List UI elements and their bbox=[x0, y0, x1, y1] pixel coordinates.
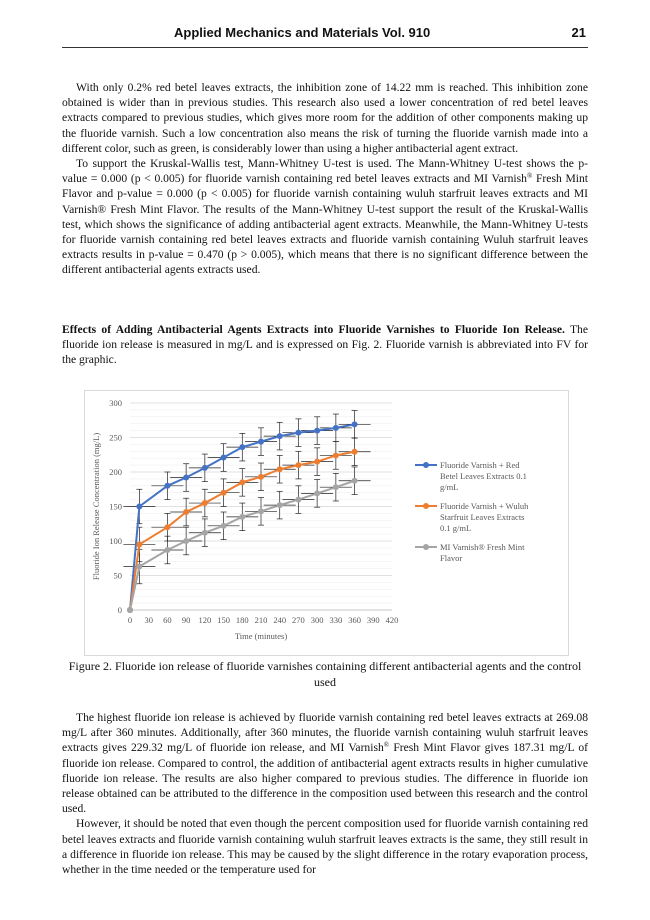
results-text-1: The highest fluoride ion release is achieved by fluoride varnish containing red betel leaves extracts at 269.08 mg/L after 360 minutes. Additionally, after 360 minutes, the fluoride varnish containing wuluh starfruit leaves extracts gives 229.32 mg/L of fluoride ion release, and MI Varnish bbox=[62, 711, 588, 755]
y-tick-label: 200 bbox=[109, 467, 122, 477]
data-point bbox=[295, 497, 301, 503]
x-tick-label: 60 bbox=[163, 615, 172, 625]
data-point bbox=[239, 444, 245, 450]
data-point bbox=[333, 452, 339, 458]
legend-entry: Fluoride Varnish + Wuluh bbox=[440, 501, 529, 511]
data-point bbox=[314, 459, 320, 465]
registered-mark: ® bbox=[383, 741, 390, 750]
y-axis-title: Fluoride Ion Release Concentration (mg/L) bbox=[91, 432, 101, 581]
section-body bbox=[62, 322, 588, 368]
series-line-3 bbox=[130, 481, 355, 610]
data-point bbox=[277, 433, 283, 439]
fluoride-release-chart bbox=[85, 391, 568, 655]
data-point bbox=[352, 478, 358, 484]
y-tick-label: 300 bbox=[109, 398, 122, 408]
section-text: The fluoride ion release is measured in mg/L and is expressed on Fig. 2. Fluoride varnish is abbreviated into FV for the graphic. bbox=[62, 323, 588, 367]
figure-caption: Figure 2. Fluoride ion release of fluoride varnishes containing different antibacterial agents and the control used bbox=[68, 659, 582, 689]
data-point bbox=[202, 465, 208, 471]
x-tick-label: 180 bbox=[235, 615, 249, 625]
data-point bbox=[136, 564, 142, 570]
x-tick-label: 30 bbox=[144, 615, 153, 625]
x-tick-label: 420 bbox=[385, 615, 399, 625]
data-point bbox=[352, 421, 358, 427]
y-tick-label: 250 bbox=[109, 432, 122, 443]
data-point bbox=[295, 462, 301, 468]
body-text-bottom bbox=[62, 710, 588, 877]
section-heading: Effects of Adding Antibacterial Agents Extracts into Fluoride Varnishes to Fluoride Ion Release. bbox=[62, 323, 565, 336]
legend-entry: Betel Leaves Extracts 0.1 bbox=[440, 471, 527, 481]
mw-text-2: Fresh Mint Flavor and p-value = 0.000 (p < 0.005) for fluoride varnish containing wuluh starfruit leaves extracts and MI Varnish® Fresh Mint Flavor. The results of the Mann-Whitney U-test support the result of the Kruskal-Wallis test, which shows the significance of adding antibacterial agent extracts. Meanwhile, the Mann-Whitney U-tests for fluoride varnish containing red betel leaves extracts and fluoride varnish containing Wuluh starfruit leaves extracts results in p-value = 0.470 (p > 0.005), which means that there is no significant difference between the different antibacterial agents extracts used. bbox=[62, 172, 589, 277]
data-point bbox=[127, 607, 133, 613]
journal-title: Applied Mechanics and Materials Vol. 910 bbox=[174, 25, 431, 40]
paragraph-inhibition: With only 0.2% red betel leaves extracts, the inhibition zone of 14.22 mm is reached. This inhibition zone obtained is wider than in previous studies. This research also used a lower concentration of red betel leaves extracts compared to previous studies, which gives more room for the addition of other components making up the fluoride varnish. Such a low concentration also means the risk of turning the fluoride varnish made into a different color, such as green, is considerably lower than using a higher antibacterial agent extract. bbox=[62, 81, 588, 155]
data-point bbox=[136, 504, 142, 510]
legend-entry: 0.1 g/mL bbox=[440, 523, 472, 533]
x-tick-label: 90 bbox=[181, 615, 191, 625]
data-point bbox=[239, 514, 245, 520]
section-paragraph bbox=[62, 322, 588, 368]
y-tick-label: 0 bbox=[117, 605, 122, 615]
data-point bbox=[352, 449, 358, 455]
data-point bbox=[314, 428, 320, 434]
data-point bbox=[183, 475, 189, 481]
data-point bbox=[221, 523, 227, 529]
legend-marker bbox=[423, 503, 429, 509]
legend-entry: g/mL bbox=[440, 482, 459, 492]
data-point bbox=[202, 530, 208, 536]
paragraph-mann-whitney bbox=[62, 156, 588, 278]
data-point bbox=[221, 490, 227, 496]
data-point bbox=[333, 425, 339, 431]
data-point bbox=[136, 541, 142, 547]
header-rule bbox=[62, 47, 588, 48]
legend-marker bbox=[423, 544, 429, 550]
data-point bbox=[258, 439, 264, 445]
legend-entry: Flavor bbox=[440, 553, 463, 563]
x-tick-label: 0 bbox=[127, 615, 133, 625]
data-point bbox=[202, 500, 208, 506]
data-point bbox=[164, 547, 170, 553]
data-point bbox=[258, 508, 264, 514]
data-point bbox=[164, 483, 170, 489]
legend-entry: Starfruit Leaves Extracts bbox=[440, 512, 525, 522]
data-point bbox=[164, 524, 170, 530]
x-tick-label: 120 bbox=[198, 615, 212, 625]
registered-mark: ® bbox=[526, 172, 533, 181]
x-tick-label: 360 bbox=[348, 615, 361, 625]
data-point bbox=[183, 538, 189, 544]
data-point bbox=[295, 430, 301, 436]
x-tick-label: 330 bbox=[329, 615, 343, 625]
paragraph-results bbox=[62, 710, 588, 816]
legend-entry: Fluoride Varnish + Red bbox=[440, 460, 520, 470]
y-tick-label: 50 bbox=[113, 570, 122, 581]
x-tick-label: 300 bbox=[310, 615, 324, 625]
y-tick-label: 100 bbox=[109, 536, 122, 546]
mw-text-1: To support the Kruskal-Wallis test, Mann-Whitney U-test is used. The Mann-Whitney U-test shows the p-value = 0.000 (p < 0.005) for fluoride varnish containing red betel leaves extracts and MI Varnish bbox=[62, 157, 588, 186]
x-tick-label: 390 bbox=[366, 615, 380, 625]
legend-marker bbox=[423, 462, 429, 468]
x-tick-label: 270 bbox=[292, 615, 305, 625]
data-point bbox=[239, 479, 245, 485]
data-point bbox=[333, 484, 339, 490]
figure-2 bbox=[84, 390, 569, 656]
data-point bbox=[277, 502, 283, 508]
x-tick-label: 210 bbox=[254, 615, 268, 625]
data-point bbox=[258, 474, 264, 480]
data-point bbox=[277, 466, 283, 472]
y-tick-label: 150 bbox=[109, 501, 122, 512]
x-tick-label: 150 bbox=[217, 615, 230, 625]
paragraph-however: However, it should be noted that even though the percent composition used for fluoride varnish containing red betel leaves extracts and fluoride varnish containing wuluh starfruit leaves extracts is the same, they still result in a difference in fluoride ion release. This may be caused by the slight difference in the rotary evaporation process, whether in the time needed or the temperature used for bbox=[62, 817, 588, 877]
data-point bbox=[221, 455, 227, 461]
x-axis-title: Time (minutes) bbox=[234, 631, 288, 641]
page-header bbox=[62, 22, 588, 44]
legend-entry: MI Varnish® Fresh Mint bbox=[440, 542, 525, 552]
page-number: 21 bbox=[571, 25, 586, 40]
results-text-2: Fresh Mint Flavor gives 187.31 mg/L of fluoride ion release. Compared to control, the addition of antibacterial agent extracts results in higher cumulative fluoride ion release. The results are also higher compared to previous studies. The difference in fluoride ion release obtained can be attributed to the difference in the composition used between this research and the control used. bbox=[62, 741, 588, 816]
x-tick-label: 240 bbox=[273, 615, 287, 625]
data-point bbox=[314, 490, 320, 496]
body-text-top bbox=[62, 80, 588, 278]
data-point bbox=[183, 509, 189, 515]
